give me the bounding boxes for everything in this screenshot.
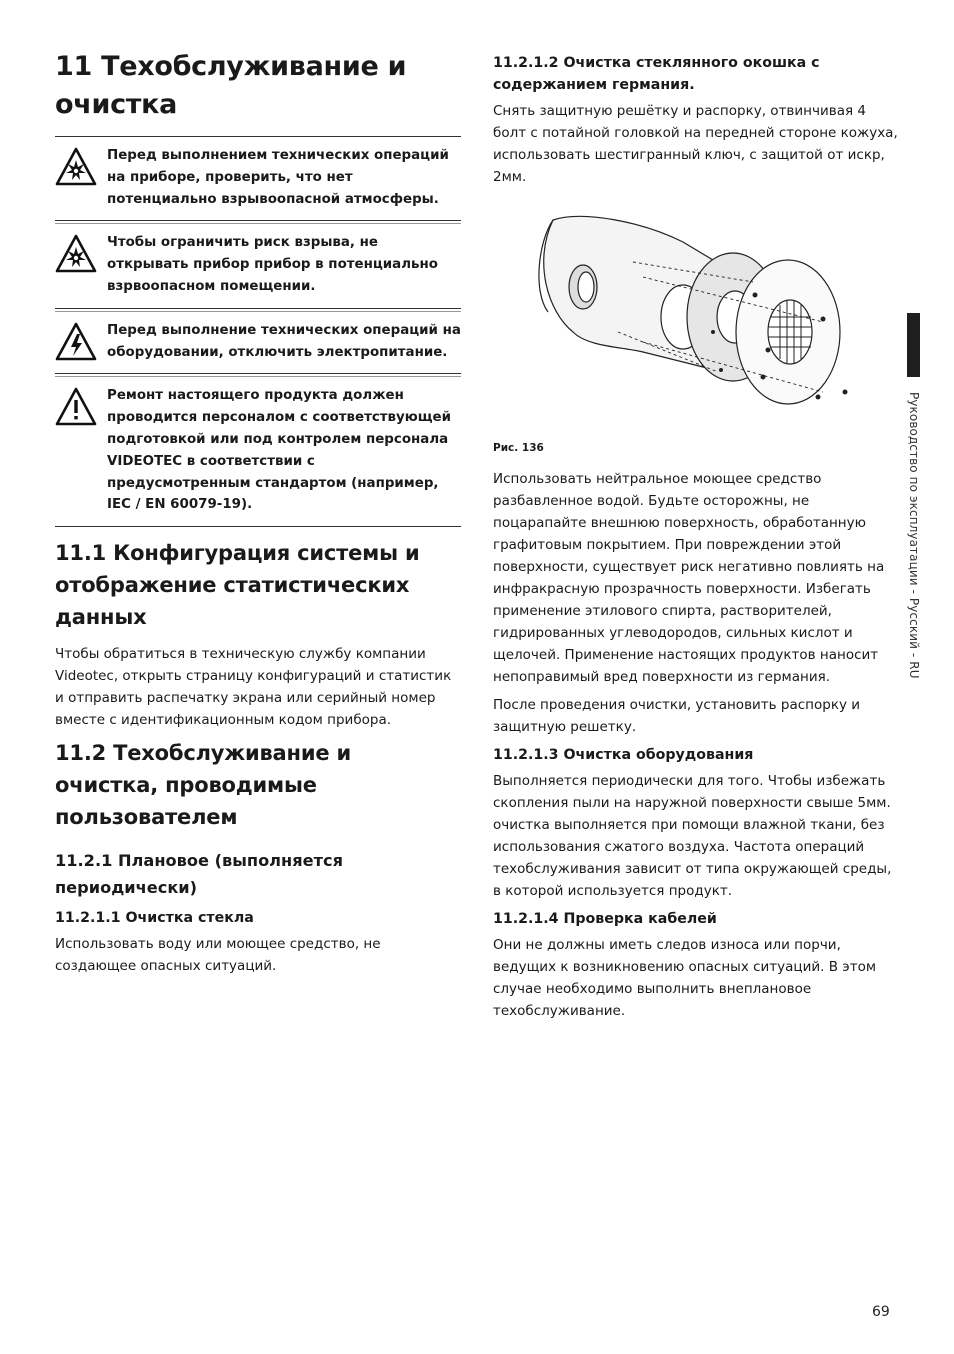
chapter-tab-marker [907, 313, 920, 377]
section-title-11-2-1: 11.2.1 Плановое (выполняется периодически) [55, 851, 343, 898]
warning-block-2 [55, 224, 461, 307]
warning-text-1: Перед выполнением технических операций на приборе, проверить, что нет потенциально взрывоопасной атмосферы. [107, 148, 449, 207]
section-title-11-2: 11.2 Техобслуживание и очистка, проводимые пользователем [55, 741, 352, 830]
section-title-11-2-1-3: 11.2.1.3 Очистка оборудования [493, 747, 754, 763]
section-body-11-2-1-2-after: После проведения очистки, установить распорку и защитную решетку. [493, 697, 861, 735]
explosion-hazard-icon [55, 234, 97, 274]
electric-hazard-icon [55, 322, 97, 362]
general-warning-icon [55, 387, 97, 427]
warning-text-2: Чтобы ограничить риск взрыва, не открывать прибор прибор в потенциально взрвоопасном помещении. [107, 235, 438, 294]
divider [55, 526, 461, 527]
warning-block-1 [55, 137, 461, 220]
left-column [55, 48, 461, 983]
section-body-11-2-1-3: Выполняется периодически для того. Чтобы избежать скопления пыли на наружной поверхности свыше 5мм. очистка выполняется при помощи влажной ткани, без использования сжатого воздуха. Частота операций техобслуживания зависит от типа окружающей среды, в которой используется продукт. [493, 773, 892, 899]
warning-text-3: Перед выполнение технических операций на оборудовании, отключить электропитание. [107, 322, 461, 360]
warning-block-3 [55, 312, 461, 374]
section-body-11-2-1-2-cont: Использовать нейтральное моющее средство разбавленное водой. Будьте осторожны, не поцарапайте внешнюю поверхность, обработанную графитовым покрытием. При повреждении этой поверхности, существует риск негативно повлиять на инфракрасную прозрачность поверхности. Избегать применение этилового спирта, растворителей, гидрированных углеводородов, сильных кислот и щелочей. Применение настоящих продуктов наносит непоправимый вред поверхности из германия. [493, 471, 885, 685]
housing-exploded-illustration [493, 202, 899, 442]
section-title-11-1: 11.1 Конфигурация системы и отображение статистических данных [55, 541, 420, 630]
section-title-11-2-1-2: 11.2.1.2 Очистка стеклянного окошка с содержанием германия. [493, 55, 820, 93]
section-body-11-2-1-1: Использовать воду или моющее средство, не создающее опасных ситуаций. [55, 936, 381, 975]
section-title-11-2-1-1: 11.2.1.1 Очистка стекла [55, 910, 254, 927]
section-body-11-1: Чтобы обратиться в техническую службу компании Videotec, открыть страницу конфигураций и статистик и отправить распечатку экрана или серийный номер вместе с идентификационным кодом прибора. [55, 646, 452, 729]
section-title-11-2-1-4: 11.2.1.4 Проверка кабелей [493, 911, 717, 927]
figure-caption: Рис. 136 [493, 442, 544, 454]
warning-block-4 [55, 377, 461, 526]
explosion-hazard-icon [55, 147, 97, 187]
warning-text-4: Ремонт настоящего продукта должен проводится персоналом с соответствующей подготовкой или под контролем персонала VIDEOTEC в соответствии с предусмотренным стандартом (например, IEC / EN 60079-19). [107, 388, 452, 513]
section-body-11-2-1-4: Они не должны иметь следов износа или порчи, ведущих к возникновению опасных ситуаций. В этом случае необходимо выполнить внеплановое техобслуживание. [493, 937, 877, 1019]
sidebar-language-label: Руководство по эксплуатации - Русский - RU [907, 392, 921, 679]
section-body-11-2-1-2: Снять защитную решётку и распорку, отвинчивая 4 болт с потайной головкой на передней стороне кожуха, использовать шестигранный ключ, с защитой от искр, 2мм. [493, 103, 898, 185]
page-number: 69 [872, 1304, 890, 1320]
chapter-title: 11 Техобслуживание и очистка [55, 51, 407, 120]
right-column [493, 52, 899, 1028]
figure-136 [493, 202, 899, 442]
